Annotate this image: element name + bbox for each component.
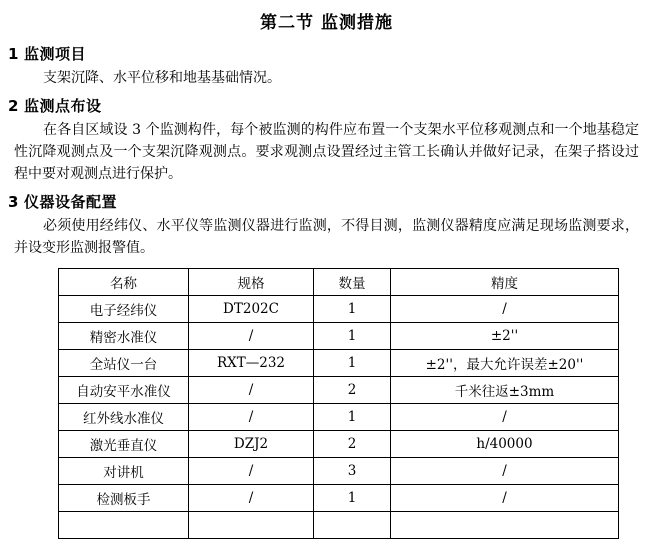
cell-name: 激光垂直仪 (59, 431, 189, 458)
cell-quantity: 1 (314, 350, 391, 377)
cell-accuracy: ±2'' (391, 323, 619, 350)
cell-spec: / (189, 323, 314, 350)
table-row-clipped (59, 512, 619, 539)
table-row (59, 296, 619, 323)
cell-accuracy: / (391, 296, 619, 323)
section-number-2: 2 (8, 97, 19, 115)
section-title-1: 监测项目 (23, 45, 86, 63)
table-header-quantity: 数量 (314, 269, 391, 296)
cell-name: 精密水准仪 (59, 323, 189, 350)
cell-name: 红外线水准仪 (59, 404, 189, 431)
cell-quantity: 1 (314, 485, 391, 512)
cell-spec: / (189, 485, 314, 512)
cell-name: 检测板手 (59, 485, 189, 512)
cell-spec: / (189, 404, 314, 431)
table-row (59, 485, 619, 512)
section-heading-3 (8, 191, 653, 212)
table-row (59, 323, 619, 350)
table-row (59, 458, 619, 485)
cell-name: 全站仪一台 (59, 350, 189, 377)
cell-spec: / (189, 377, 314, 404)
cell-spec: / (189, 458, 314, 485)
cell-accuracy: h/40000 (391, 431, 619, 458)
cell-quantity: 3 (314, 458, 391, 485)
table-row (59, 377, 619, 404)
table-row (59, 350, 619, 377)
section-paragraph-2: 在各自区域设 3 个监测构件，每个被监测的构件应布置一个支架水平位移观测点和一个地基稳定性沉降观测点及一个支架沉降观测点。要求观测点设置经过主管工长确认并做好记录，在架子搭设过程中要对观测点进行保护。 (14, 122, 639, 182)
cell-accuracy: / (391, 404, 619, 431)
section-heading-2 (8, 95, 653, 116)
cell-quantity (314, 512, 391, 539)
page-title: 第二节 监测措施 (260, 13, 393, 33)
cell-accuracy: / (391, 458, 619, 485)
table-header-accuracy: 精度 (391, 269, 619, 296)
section-number-3: 3 (8, 193, 19, 211)
cell-name: 自动安平水准仪 (59, 377, 189, 404)
cell-name (59, 512, 189, 539)
section-heading-1 (8, 43, 653, 64)
cell-quantity: 1 (314, 296, 391, 323)
cell-quantity: 2 (314, 377, 391, 404)
table-header-name: 名称 (59, 269, 189, 296)
cell-spec: DZJ2 (189, 431, 314, 458)
table-row (59, 404, 619, 431)
cell-name: 对讲机 (59, 458, 189, 485)
section-paragraph-1: 支架沉降、水平位移和地基基础情况。 (43, 70, 281, 86)
cell-accuracy: 千米往返±3mm (391, 377, 619, 404)
section-title-3: 仪器设备配置 (23, 193, 117, 211)
cell-quantity: 2 (314, 431, 391, 458)
section-paragraph-3: 必须使用经纬仪、水平仪等监测仪器进行监测，不得目测，监测仪器精度应满足现场监测要求，并设变形监测报警值。 (14, 218, 639, 256)
section-number-1: 1 (8, 45, 19, 63)
table-row (59, 431, 619, 458)
cell-quantity: 1 (314, 404, 391, 431)
document-page (0, 8, 653, 543)
cell-name: 电子经纬仪 (59, 296, 189, 323)
cell-accuracy: / (391, 485, 619, 512)
section-title-2: 监测点布设 (23, 97, 102, 115)
equipment-table (58, 268, 619, 539)
table-header-spec: 规格 (189, 269, 314, 296)
table-header-row (59, 269, 619, 296)
cell-accuracy (391, 512, 619, 539)
cell-quantity: 1 (314, 323, 391, 350)
cell-spec: RXT—232 (189, 350, 314, 377)
cell-accuracy: ±2''，最大允许误差±20'' (391, 350, 619, 377)
cell-spec: DT202C (189, 296, 314, 323)
cell-spec (189, 512, 314, 539)
